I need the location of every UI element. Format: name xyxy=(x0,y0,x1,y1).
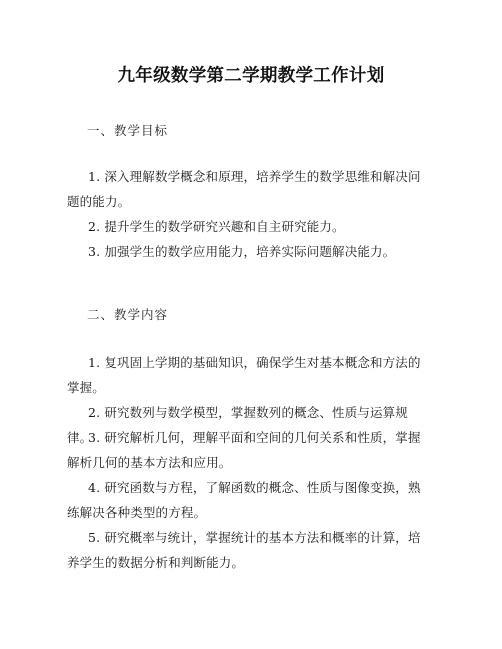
content-item-3: 3. 研究解析几何，理解平面和空间的几何关系和性质，掌握解析几何的基本方法和应用。 xyxy=(67,430,421,470)
section-heading-objectives: 一、教学目标 xyxy=(87,123,169,138)
content-item-5: 5. 研究概率与统计，掌握统计的基本方法和概率的计算，培养学生的数据分析和判断能力。 xyxy=(67,530,421,570)
content-item-1: 1. 复巩固上学期的基础知识，确保学生对基本概念和方法的掌握。 xyxy=(67,355,421,395)
content-item-4: 4. 研究函数与方程，了解函数的概念、性质与图像变换，熟练解决各种类型的方程。 xyxy=(67,480,421,520)
objective-item-1: 1. 深入理解数学概念和原理，培养学生的数学思维和解决问题的能力。 xyxy=(67,169,421,209)
objective-item-2: 2. 提升学生的数学研究兴趣和自主研究能力。 xyxy=(88,219,345,234)
document-title: 九年级数学第二学期教学工作计划 xyxy=(117,66,385,86)
section-heading-content: 二、教学内容 xyxy=(87,307,169,322)
content-item-2: 2. 研究数列与数学模型，掌握数列的概念、性质与运算规律。 xyxy=(67,405,408,445)
objective-item-3: 3. 加强学生的数学应用能力，培养实际问题解决能力。 xyxy=(88,244,396,259)
